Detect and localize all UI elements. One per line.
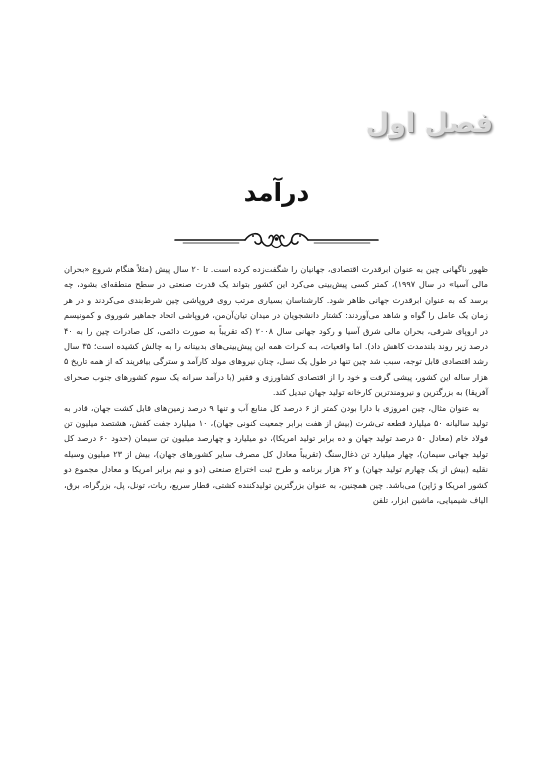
- paragraph-1: ظهور ناگهانی چین به عنوان ابرقدرت اقتصادی، جهانیان را شگفت‌زده کرده است. تا ۲۰ سال پیش (مثلاً هنگام شروع «بحران مالی آسیا» در سال ۱۹۹۷)، کمتر کسی پیش‌بینی می‌کرد این کشور بتواند یک قدرت صنعتی در سطح منطقه‌ای بشود، چه برسد که به عنوان ابرقدرت جهانی ظاهر شود. کارشناسان بسیاری مرتب روی فروپاشی چین شرط‌بندی می‌کردند و در هر زمان یک عامل را گواه و شاهد می‌آوردند: کشتار دانشجویان در میدان تیان‌آن‌من، فروپاشی اتحاد جماهیر شوروی و کمونیسم در اروپای شرقی، بحران مالی شرق آسیا و رکود جهانی سال ۲۰۰۸ (که تقریباً به صورت دائمی، کل صادرات چین را به ۴۰ درصد زیر روند بلندمدت کاهش داد). اما واقعیات، بـه کـرات همه این پیش‌بینی‌های بدبینانه را به چالش کشیده است؛ ۳۵ سال رشد اقتصادی قابل توجه، سبب شد چین تنها در طول یک نسل، چنان نیروهای مولد کارآمد و سترگی بیافریند که از همه تاریخ ۵ هزار ساله این کشور، پیشی گرفت و خود را از اقتصادی کشاورزی و فقیر (با درآمد سرانه یک سوم کشورهای جنوب صحرای آفریقا) به بزرگترین و نیرومندترین کارخانه تولید جهان تبدیل کند.: [64, 264, 488, 398]
- body-text: [64, 262, 488, 509]
- paragraph-2: به عنوان مثال، چین امروزی با دارا بودن کمتر از ۶ درصد کل منابع آب و تنها ۹ درصد زمین‌های قابل کشت جهان، قادر به تولید سالیانه ۵۰ میلیارد قطعه تی‌شرت (بیش از هفت برابر جمعیت کنونی جهان)، ۱۰ میلیارد جفت کفش، هشتصد میلیون تن فولاد خام (معادل ۵۰ درصد تولید جهان و ده برابر تولید امریکا)، دو میلیارد و چهارصد میلیون تن سیمان (حدود ۶۰ درصد کل تولید جهانی سیمان)، چهار میلیارد تن ذغال‌سنگ (تقریباً معادل کل مصرف سایر کشورهای جهان)، بیش از ۲۳ میلیون وسیله نقلیه (بیش از یک چهارم تولید جهان) و ۶۲ هزار برنامه و طرح ثبت اختراع صنعتی (دو و نیم برابر امریکا و معادل مجموع دو کشور امریکا و ژاپن) می‌باشد. چین همچنین، به عنوان بزرگترین تولیدکننده کشتی، قطار سریع، ربات، تونل، پل، بزرگراه، برق، الیاف شیمیایی، ماشین ابزار، تلفن: [64, 402, 489, 506]
- decorative-divider-icon: [173, 228, 380, 252]
- chapter-heading: فصل اول: [365, 108, 493, 139]
- section-title: درآمد: [243, 178, 310, 207]
